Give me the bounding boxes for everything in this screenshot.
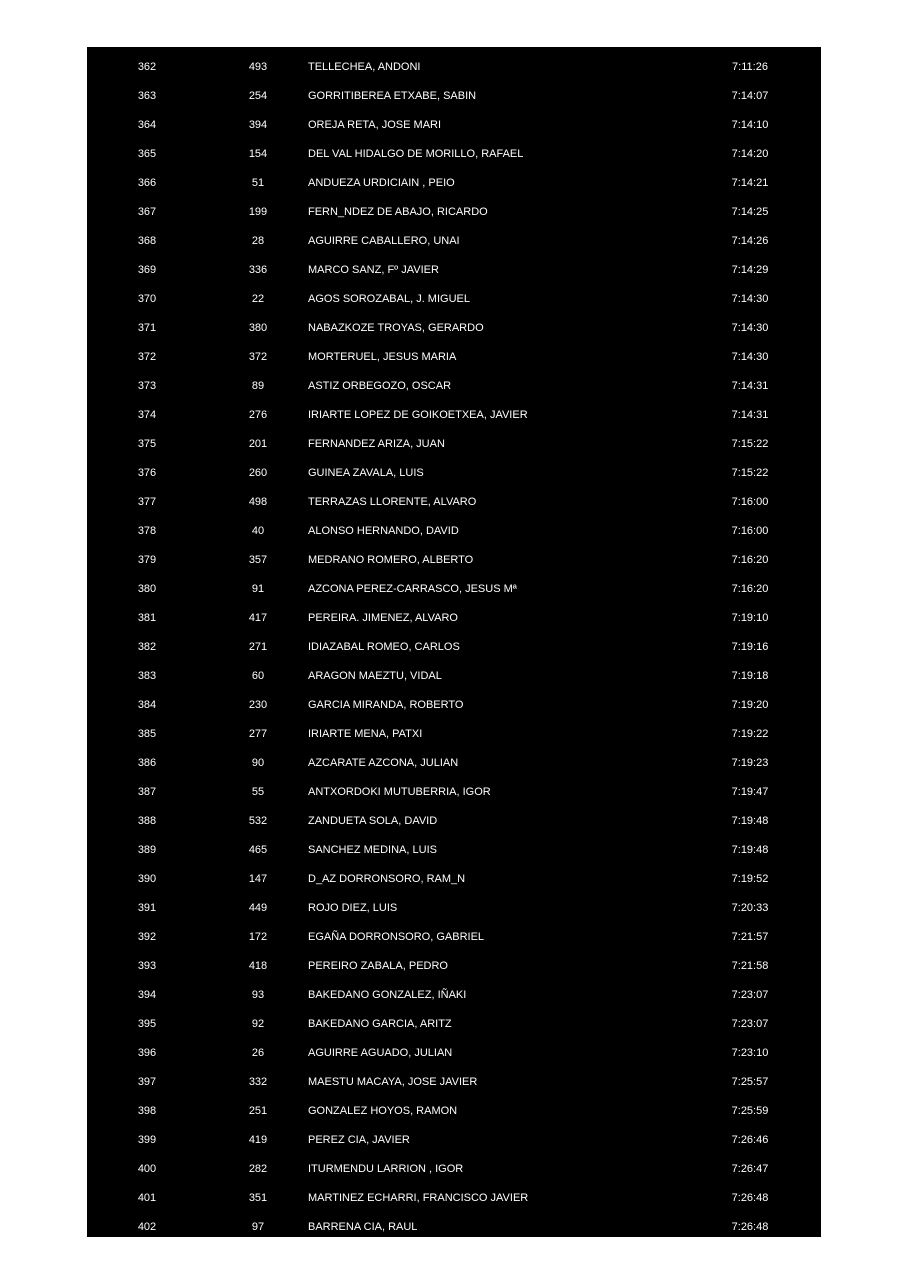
bib-number-cell: 493 bbox=[248, 61, 268, 73]
table-row bbox=[87, 401, 821, 430]
position-cell: 376 bbox=[137, 467, 157, 479]
table-row bbox=[87, 459, 821, 488]
table-row bbox=[87, 633, 821, 662]
runner-name-cell: ROJO DIEZ, LUIS bbox=[308, 902, 398, 914]
runner-name-cell: GONZALEZ HOYOS, RAMON bbox=[308, 1105, 458, 1117]
table-row bbox=[87, 53, 821, 82]
position-cell: 398 bbox=[137, 1105, 157, 1117]
table-row bbox=[87, 343, 821, 372]
runner-name-cell: IRIARTE MENA, PATXI bbox=[308, 728, 423, 740]
bib-number-cell: 51 bbox=[251, 177, 265, 189]
runner-name-cell: BARRENA CIA, RAUL bbox=[308, 1221, 418, 1233]
bib-number-cell: 380 bbox=[248, 322, 268, 334]
bib-number-cell: 260 bbox=[248, 467, 268, 479]
position-cell: 390 bbox=[137, 873, 157, 885]
table-row bbox=[87, 285, 821, 314]
finish-time-cell: 7:11:26 bbox=[732, 61, 768, 73]
finish-time-cell: 7:26:48 bbox=[731, 1221, 769, 1233]
finish-time-cell: 7:14:30 bbox=[731, 322, 769, 334]
position-cell: 375 bbox=[137, 438, 157, 450]
finish-time-cell: 7:19:16 bbox=[731, 641, 769, 653]
position-cell: 392 bbox=[137, 931, 157, 943]
bib-number-cell: 254 bbox=[248, 90, 268, 102]
finish-time-cell: 7:14:10 bbox=[731, 119, 769, 131]
runner-name-cell: MARCO SANZ, Fº JAVIER bbox=[308, 264, 439, 276]
runner-name-cell: ASTIZ ORBEGOZO, OSCAR bbox=[308, 380, 452, 392]
position-cell: 384 bbox=[137, 699, 157, 711]
table-row bbox=[87, 227, 821, 256]
runner-name-cell: FERN_NDEZ DE ABAJO, RICARDO bbox=[308, 206, 488, 218]
position-cell: 386 bbox=[137, 757, 157, 769]
runner-name-cell: IDIAZABAL ROMEO, CARLOS bbox=[308, 641, 460, 653]
runner-name-cell: AZCONA PEREZ-CARRASCO, JESUS Mª bbox=[308, 583, 517, 595]
position-cell: 363 bbox=[137, 90, 157, 102]
finish-time-cell: 7:19:10 bbox=[731, 612, 769, 624]
bib-number-cell: 271 bbox=[248, 641, 268, 653]
position-cell: 389 bbox=[137, 844, 157, 856]
bib-number-cell: 251 bbox=[248, 1105, 268, 1117]
finish-time-cell: 7:14:25 bbox=[731, 206, 769, 218]
finish-time-cell: 7:14:21 bbox=[731, 177, 769, 189]
finish-time-cell: 7:14:29 bbox=[731, 264, 769, 276]
finish-time-cell: 7:15:22 bbox=[731, 467, 769, 479]
finish-time-cell: 7:25:59 bbox=[731, 1105, 769, 1117]
position-cell: 373 bbox=[137, 380, 157, 392]
bib-number-cell: 419 bbox=[248, 1134, 268, 1146]
position-cell: 367 bbox=[137, 206, 157, 218]
results-table bbox=[87, 47, 821, 1237]
runner-name-cell: ARAGON MAEZTU, VIDAL bbox=[308, 670, 442, 682]
runner-name-cell: AGUIRRE AGUADO, JULIAN bbox=[308, 1047, 453, 1059]
finish-time-cell: 7:20:33 bbox=[731, 902, 769, 914]
bib-number-cell: 372 bbox=[248, 351, 268, 363]
position-cell: 391 bbox=[137, 902, 157, 914]
table-row bbox=[87, 1184, 821, 1213]
position-cell: 387 bbox=[137, 786, 157, 798]
finish-time-cell: 7:14:26 bbox=[731, 235, 769, 247]
runner-name-cell: TELLECHEA, ANDONI bbox=[308, 61, 421, 73]
finish-time-cell: 7:21:58 bbox=[731, 960, 769, 972]
position-cell: 366 bbox=[137, 177, 157, 189]
runner-name-cell: PEREZ CIA, JAVIER bbox=[308, 1134, 410, 1146]
runner-name-cell: MAESTU MACAYA, JOSE JAVIER bbox=[308, 1076, 478, 1088]
position-cell: 370 bbox=[137, 293, 157, 305]
runner-name-cell: MARTINEZ ECHARRI, FRANCISCO JAVIER bbox=[308, 1192, 529, 1204]
runner-name-cell: IRIARTE LOPEZ DE GOIKOETXEA, JAVIER bbox=[308, 409, 528, 421]
finish-time-cell: 7:26:46 bbox=[731, 1134, 769, 1146]
table-row bbox=[87, 198, 821, 227]
position-cell: 385 bbox=[137, 728, 157, 740]
finish-time-cell: 7:23:10 bbox=[731, 1047, 769, 1059]
table-row bbox=[87, 952, 821, 981]
position-cell: 362 bbox=[137, 61, 157, 73]
finish-time-cell: 7:26:47 bbox=[731, 1163, 769, 1175]
table-row bbox=[87, 82, 821, 111]
finish-time-cell: 7:14:31 bbox=[731, 380, 769, 392]
bib-number-cell: 418 bbox=[248, 960, 268, 972]
bib-number-cell: 93 bbox=[251, 989, 265, 1001]
finish-time-cell: 7:23:07 bbox=[731, 989, 769, 1001]
table-row bbox=[87, 778, 821, 807]
bib-number-cell: 351 bbox=[248, 1192, 268, 1204]
runner-name-cell: BAKEDANO GARCIA, ARITZ bbox=[308, 1018, 452, 1030]
finish-time-cell: 7:25:57 bbox=[731, 1076, 769, 1088]
runner-name-cell: GUINEA ZAVALA, LUIS bbox=[308, 467, 424, 479]
position-cell: 382 bbox=[137, 641, 157, 653]
position-cell: 381 bbox=[137, 612, 157, 624]
finish-time-cell: 7:19:23 bbox=[731, 757, 769, 769]
finish-time-cell: 7:19:48 bbox=[731, 815, 769, 827]
position-cell: 397 bbox=[137, 1076, 157, 1088]
runner-name-cell: ZANDUETA SOLA, DAVID bbox=[308, 815, 438, 827]
finish-time-cell: 7:21:57 bbox=[731, 931, 769, 943]
position-cell: 364 bbox=[137, 119, 157, 131]
table-row bbox=[87, 662, 821, 691]
runner-name-cell: TERRAZAS LLORENTE, ALVARO bbox=[308, 496, 477, 508]
finish-time-cell: 7:19:20 bbox=[731, 699, 769, 711]
runner-name-cell: ANTXORDOKI MUTUBERRIA, IGOR bbox=[308, 786, 491, 798]
table-row bbox=[87, 836, 821, 865]
bib-number-cell: 394 bbox=[248, 119, 268, 131]
finish-time-cell: 7:16:00 bbox=[731, 525, 769, 537]
table-row bbox=[87, 981, 821, 1010]
table-row bbox=[87, 865, 821, 894]
position-cell: 374 bbox=[137, 409, 157, 421]
position-cell: 394 bbox=[137, 989, 157, 1001]
runner-name-cell: AGOS SOROZABAL, J. MIGUEL bbox=[308, 293, 470, 305]
table-row bbox=[87, 1213, 821, 1237]
table-row bbox=[87, 256, 821, 285]
runner-name-cell: AGUIRRE CABALLERO, UNAI bbox=[308, 235, 460, 247]
bib-number-cell: 147 bbox=[248, 873, 268, 885]
finish-time-cell: 7:19:22 bbox=[731, 728, 769, 740]
finish-time-cell: 7:14:30 bbox=[731, 351, 769, 363]
bib-number-cell: 91 bbox=[251, 583, 265, 595]
runner-name-cell: GORRITIBEREA ETXABE, SABIN bbox=[308, 90, 477, 102]
runner-name-cell: MORTERUEL, JESUS MARIA bbox=[308, 351, 457, 363]
runner-name-cell: BAKEDANO GONZALEZ, IÑAKI bbox=[308, 989, 467, 1001]
table-row bbox=[87, 749, 821, 778]
runner-name-cell: AZCARATE AZCONA, JULIAN bbox=[308, 757, 459, 769]
position-cell: 380 bbox=[137, 583, 157, 595]
runner-name-cell: GARCIA MIRANDA, ROBERTO bbox=[308, 699, 464, 711]
finish-time-cell: 7:19:48 bbox=[731, 844, 769, 856]
finish-time-cell: 7:14:31 bbox=[731, 409, 769, 421]
bib-number-cell: 89 bbox=[251, 380, 265, 392]
runner-name-cell: FERNANDEZ ARIZA, JUAN bbox=[308, 438, 445, 450]
position-cell: 372 bbox=[137, 351, 157, 363]
results-rows bbox=[87, 53, 821, 1237]
finish-time-cell: 7:16:20 bbox=[731, 583, 769, 595]
bib-number-cell: 26 bbox=[251, 1047, 265, 1059]
bib-number-cell: 55 bbox=[251, 786, 265, 798]
table-row bbox=[87, 1155, 821, 1184]
bib-number-cell: 276 bbox=[248, 409, 268, 421]
bib-number-cell: 230 bbox=[248, 699, 268, 711]
bib-number-cell: 22 bbox=[251, 293, 265, 305]
table-row bbox=[87, 517, 821, 546]
bib-number-cell: 172 bbox=[248, 931, 268, 943]
finish-time-cell: 7:16:00 bbox=[731, 496, 769, 508]
table-row bbox=[87, 720, 821, 749]
finish-time-cell: 7:26:48 bbox=[731, 1192, 769, 1204]
table-row bbox=[87, 1068, 821, 1097]
table-row bbox=[87, 807, 821, 836]
bib-number-cell: 97 bbox=[251, 1221, 265, 1233]
finish-time-cell: 7:19:52 bbox=[731, 873, 769, 885]
runner-name-cell: ALONSO HERNANDO, DAVID bbox=[308, 525, 459, 537]
bib-number-cell: 449 bbox=[248, 902, 268, 914]
finish-time-cell: 7:14:20 bbox=[731, 148, 769, 160]
position-cell: 365 bbox=[137, 148, 157, 160]
table-row bbox=[87, 430, 821, 459]
runner-name-cell: ANDUEZA URDICIAIN , PEIO bbox=[308, 177, 455, 189]
position-cell: 379 bbox=[137, 554, 157, 566]
runner-name-cell: ITURMENDU LARRION , IGOR bbox=[308, 1163, 464, 1175]
bib-number-cell: 92 bbox=[251, 1018, 265, 1030]
position-cell: 396 bbox=[137, 1047, 157, 1059]
runner-name-cell: PEREIRO ZABALA, PEDRO bbox=[308, 960, 448, 972]
finish-time-cell: 7:19:18 bbox=[731, 670, 769, 682]
finish-time-cell: 7:16:20 bbox=[731, 554, 769, 566]
table-row bbox=[87, 894, 821, 923]
runner-name-cell: SANCHEZ MEDINA, LUIS bbox=[308, 844, 437, 856]
bib-number-cell: 28 bbox=[251, 235, 265, 247]
finish-time-cell: 7:19:47 bbox=[731, 786, 769, 798]
bib-number-cell: 90 bbox=[251, 757, 265, 769]
finish-time-cell: 7:23:07 bbox=[731, 1018, 769, 1030]
table-row bbox=[87, 372, 821, 401]
position-cell: 371 bbox=[137, 322, 157, 334]
finish-time-cell: 7:14:30 bbox=[731, 293, 769, 305]
bib-number-cell: 201 bbox=[248, 438, 268, 450]
table-row bbox=[87, 488, 821, 517]
table-row bbox=[87, 604, 821, 633]
bib-number-cell: 154 bbox=[248, 148, 268, 160]
table-row bbox=[87, 546, 821, 575]
bib-number-cell: 60 bbox=[251, 670, 265, 682]
table-row bbox=[87, 1126, 821, 1155]
finish-time-cell: 7:15:22 bbox=[731, 438, 769, 450]
finish-time-cell: 7:14:07 bbox=[731, 90, 769, 102]
table-row bbox=[87, 314, 821, 343]
position-cell: 395 bbox=[137, 1018, 157, 1030]
bib-number-cell: 336 bbox=[248, 264, 268, 276]
runner-name-cell: NABAZKOZE TROYAS, GERARDO bbox=[308, 322, 484, 334]
position-cell: 377 bbox=[137, 496, 157, 508]
runner-name-cell: OREJA RETA, JOSE MARI bbox=[308, 119, 442, 131]
position-cell: 388 bbox=[137, 815, 157, 827]
table-row bbox=[87, 1010, 821, 1039]
runner-name-cell: EGAÑA DORRONSORO, GABRIEL bbox=[308, 931, 485, 943]
table-row bbox=[87, 169, 821, 198]
position-cell: 368 bbox=[137, 235, 157, 247]
runner-name-cell: PEREIRA. JIMENEZ, ALVARO bbox=[308, 612, 458, 624]
position-cell: 402 bbox=[137, 1221, 157, 1233]
position-cell: 378 bbox=[137, 525, 157, 537]
table-row bbox=[87, 111, 821, 140]
bib-number-cell: 357 bbox=[248, 554, 268, 566]
bib-number-cell: 532 bbox=[248, 815, 268, 827]
table-row bbox=[87, 140, 821, 169]
position-cell: 369 bbox=[137, 264, 157, 276]
table-row bbox=[87, 691, 821, 720]
table-row bbox=[87, 923, 821, 952]
position-cell: 400 bbox=[137, 1163, 157, 1175]
bib-number-cell: 465 bbox=[248, 844, 268, 856]
position-cell: 383 bbox=[137, 670, 157, 682]
runner-name-cell: DEL VAL HIDALGO DE MORILLO, RAFAEL bbox=[308, 148, 524, 160]
runner-name-cell: D_AZ DORRONSORO, RAM_N bbox=[308, 873, 466, 885]
table-row bbox=[87, 575, 821, 604]
position-cell: 399 bbox=[137, 1134, 157, 1146]
bib-number-cell: 40 bbox=[251, 525, 265, 537]
bib-number-cell: 277 bbox=[248, 728, 268, 740]
position-cell: 393 bbox=[137, 960, 157, 972]
runner-name-cell: MEDRANO ROMERO, ALBERTO bbox=[308, 554, 474, 566]
bib-number-cell: 332 bbox=[248, 1076, 268, 1088]
bib-number-cell: 199 bbox=[248, 206, 268, 218]
bib-number-cell: 282 bbox=[248, 1163, 268, 1175]
table-row bbox=[87, 1097, 821, 1126]
position-cell: 401 bbox=[137, 1192, 157, 1204]
table-row bbox=[87, 1039, 821, 1068]
bib-number-cell: 498 bbox=[248, 496, 268, 508]
bib-number-cell: 417 bbox=[248, 612, 268, 624]
